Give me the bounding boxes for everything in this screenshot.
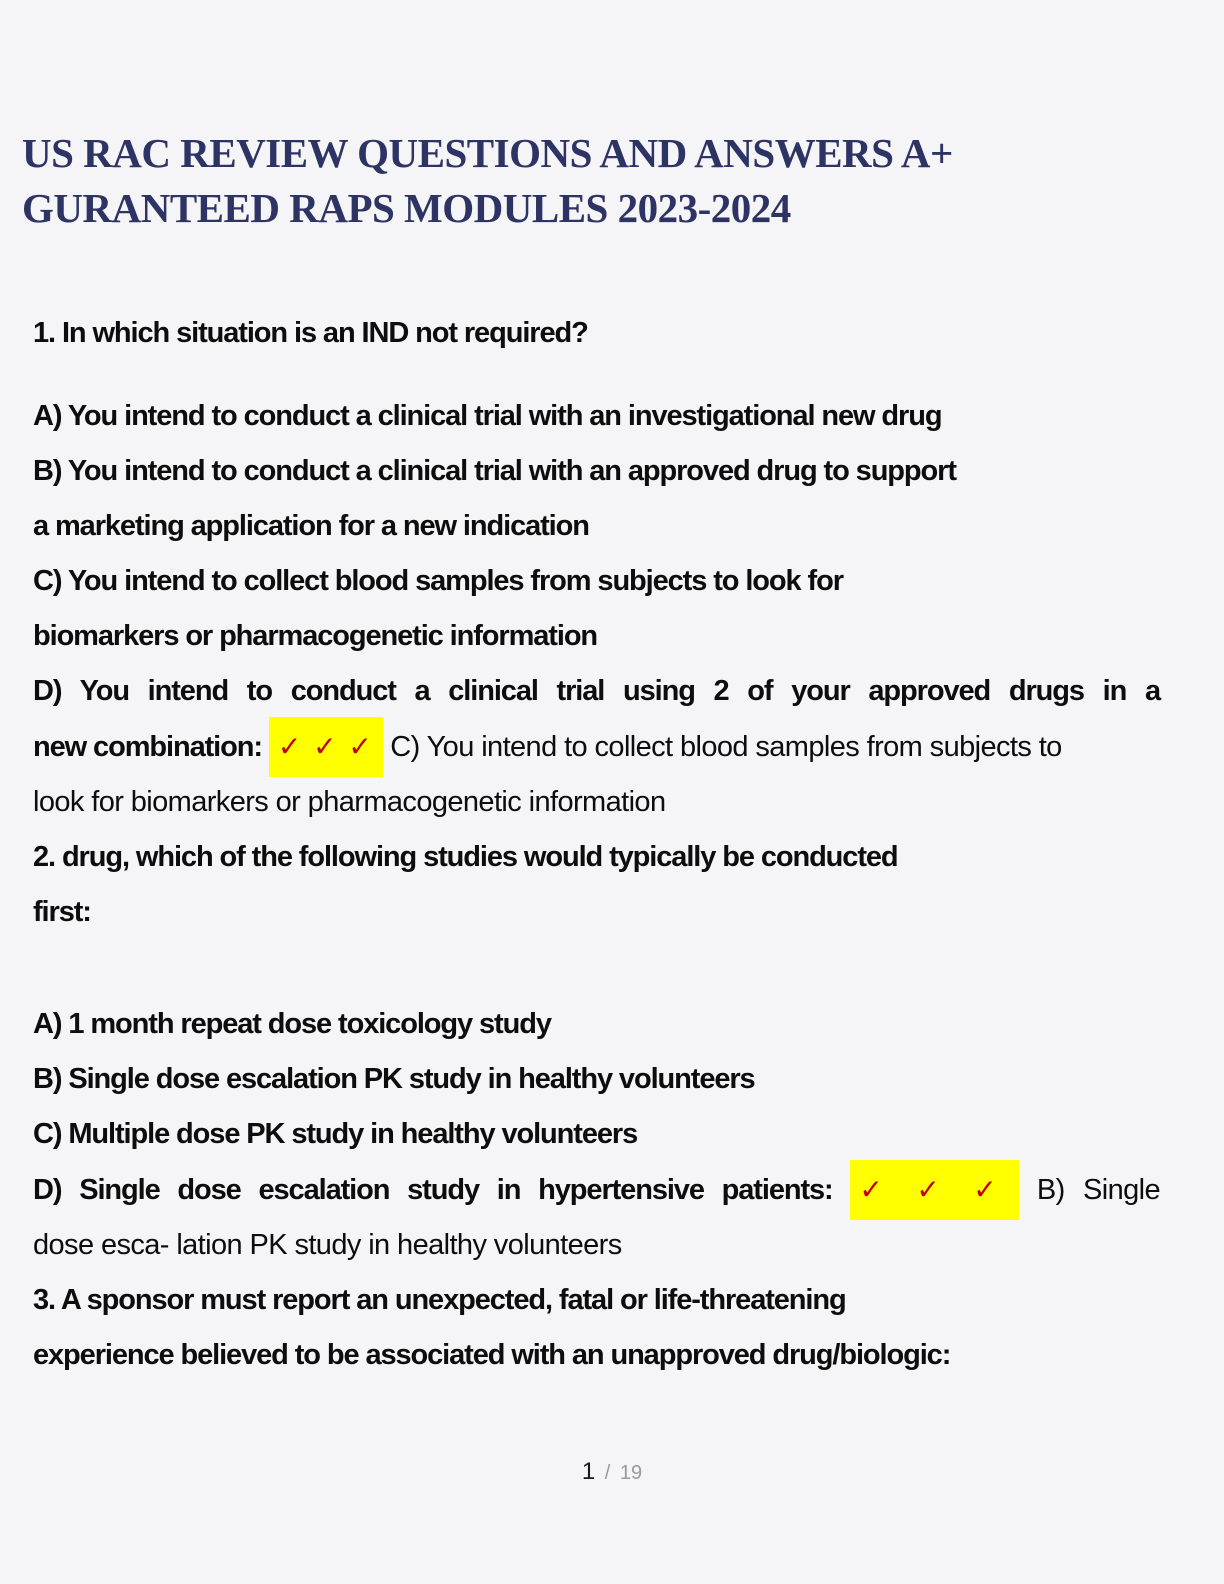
question-3-text	[33, 1273, 1160, 1328]
text-segment: A) You intend to conduct a clinical trial with an investigational new drug	[33, 400, 942, 432]
text-segment: C) Multiple dose PK study in healthy volunteers	[33, 1118, 638, 1150]
text-segment: D) Single dose escalation study in hypertensive patients:	[33, 1174, 851, 1206]
document-body	[0, 306, 1224, 1383]
text-segment: B) Single dose escalation PK study in healthy volunteers	[33, 1063, 755, 1095]
q1-option-a	[33, 389, 1160, 444]
text-segment: D) You intend to conduct a clinical trial using 2 of your approved drugs in a	[33, 675, 1160, 707]
answer-checkmarks-highlight: ✓ ✓ ✓	[850, 1160, 1018, 1220]
text-segment: A) 1 month repeat dose toxicology study	[33, 1008, 551, 1040]
text-segment: a marketing application for a new indication	[33, 510, 589, 542]
q1-option-b	[33, 444, 1160, 499]
text-segment: C) You intend to collect blood samples from subjects to look for	[33, 565, 843, 597]
page-number-separator: /	[604, 1462, 611, 1484]
q1-option-c	[33, 554, 1160, 609]
text-segment: C) You intend to collect blood samples from subjects to	[382, 731, 1062, 763]
document-title-line-1: US RAC REVIEW QUESTIONS AND ANSWERS A+	[22, 130, 953, 176]
text-segment: experience believed to be associated with an unapproved drug/biologic:	[33, 1339, 951, 1371]
question-3-text-cont	[33, 1328, 1160, 1383]
text-segment: B) You intend to conduct a clinical trial with an approved drug to support	[33, 455, 956, 487]
text-segment: first:	[33, 896, 91, 928]
text-segment: biomarkers or pharmacogenetic information	[33, 620, 598, 652]
q2-option-d-answer-line	[33, 1162, 1160, 1218]
question-2-text-cont	[33, 885, 1160, 940]
q2-option-c	[33, 1107, 1160, 1162]
text-segment: look for biomarkers or pharmacogenetic information	[33, 786, 666, 818]
question-2-text	[33, 830, 1160, 885]
page-number-indicator	[0, 1458, 1224, 1486]
q2-answer-cont	[33, 1218, 1160, 1273]
q1-option-b-cont	[33, 499, 1160, 554]
q1-answer-line	[33, 719, 1160, 775]
question-1-text	[33, 306, 1160, 361]
q1-option-c-cont	[33, 609, 1160, 664]
text-segment: 2. drug, which of the following studies would typically be conducted	[33, 841, 898, 873]
text-segment: dose esca- lation PK study in healthy volunteers	[33, 1229, 622, 1261]
q1-answer-cont	[33, 775, 1160, 830]
q2-option-a	[33, 997, 1160, 1052]
answer-checkmarks-highlight: ✓ ✓ ✓	[269, 717, 383, 777]
document-title	[0, 0, 1224, 236]
q2-option-b	[33, 1052, 1160, 1107]
text-segment: 1. In which situation is an IND not required?	[33, 317, 588, 349]
text-segment: new combination:	[33, 731, 269, 763]
text-segment: B) Single	[1018, 1174, 1160, 1206]
current-page-number: 1	[581, 1458, 596, 1485]
document-title-line-2: GURANTEED RAPS MODULES 2023-2024	[22, 185, 791, 231]
total-page-count: 19	[619, 1462, 643, 1484]
q1-option-d	[33, 664, 1160, 719]
text-segment: 3. A sponsor must report an unexpected, fatal or life-threatening	[33, 1284, 846, 1316]
